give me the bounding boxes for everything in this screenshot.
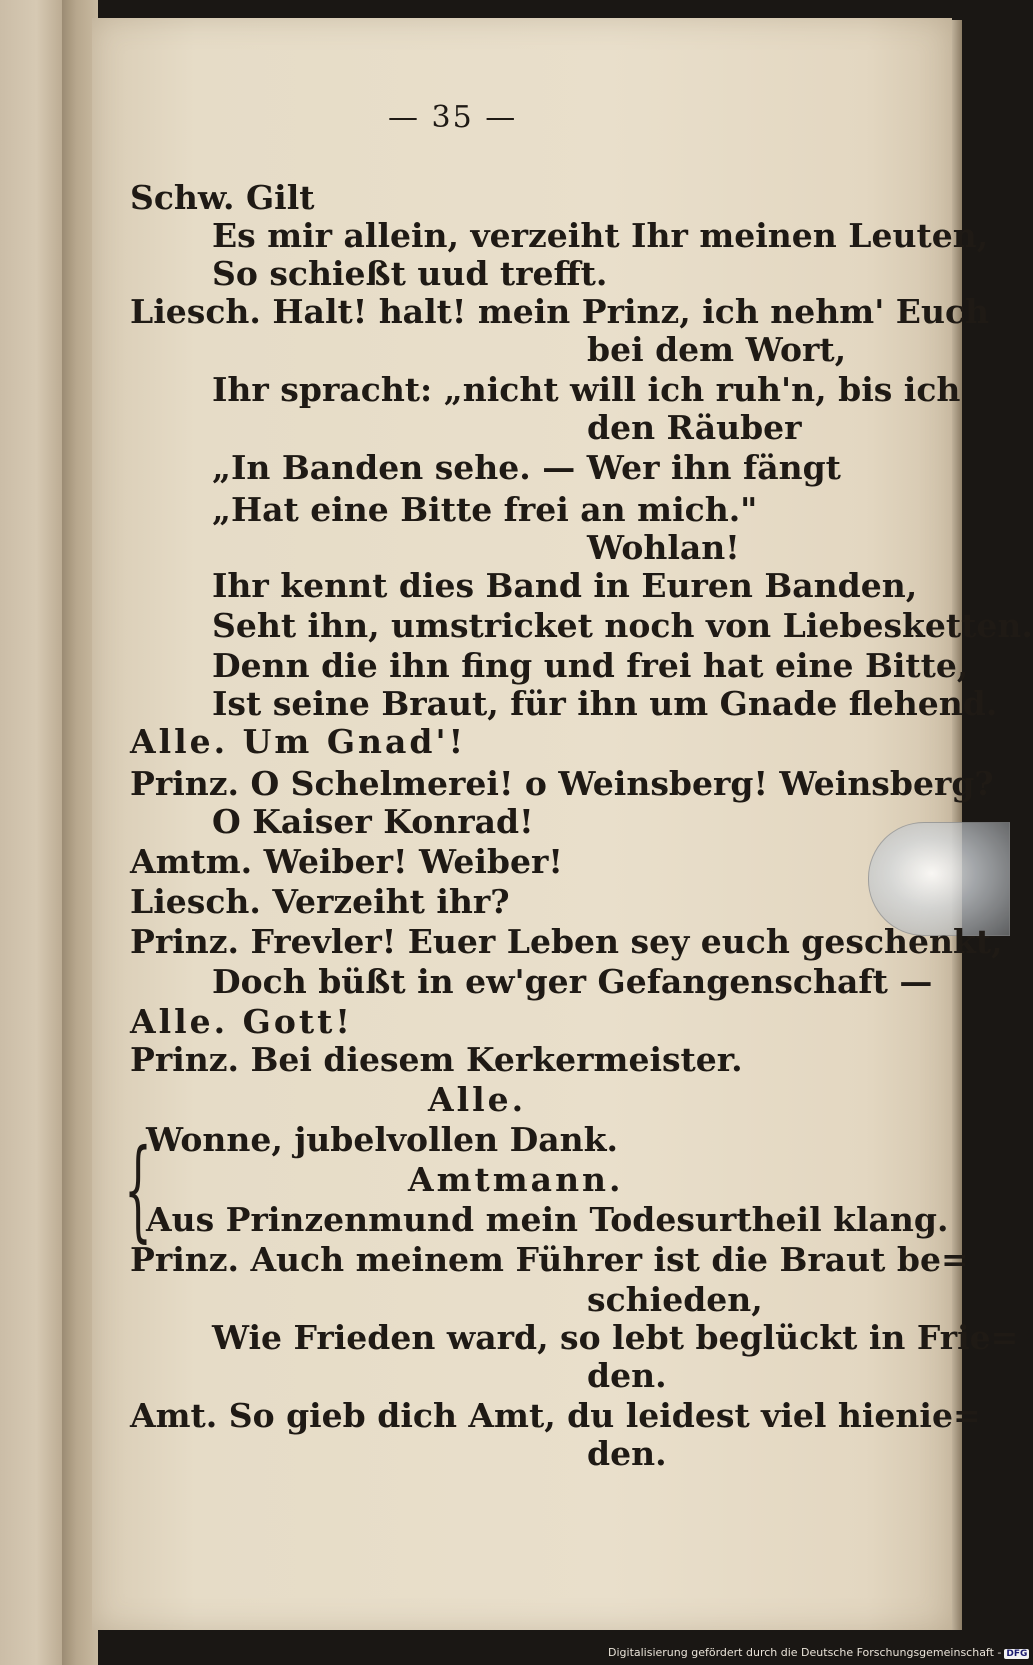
text-line: Alle. Gott!	[130, 1002, 353, 1041]
text-line: Seht ihn, umstricket noch von Liebesketten.	[212, 606, 1033, 645]
footer-text: Digitalisierung gefördert durch die Deutsche Forschungsgemeinschaft -	[608, 1646, 1002, 1659]
text-line: „Hat eine Bitte frei an mich."	[212, 490, 758, 529]
text-line: den.	[587, 1434, 667, 1473]
text-line: den.	[587, 1356, 667, 1395]
text-line: Wonne, jubelvollen Dank.	[146, 1120, 618, 1159]
text-line: Amt. So gieb dich Amt, du leidest viel hienie=	[130, 1396, 981, 1435]
text-line: bei dem Wort,	[587, 330, 847, 369]
text-line: O Kaiser Konrad!	[212, 802, 534, 841]
text-line: Es mir allein, verzeiht Ihr meinen Leuten,	[212, 216, 989, 255]
text-line: So schießt uud trefft.	[212, 254, 608, 293]
text-line: Ist seine Braut, für ihn um Gnade flehend.	[212, 684, 998, 723]
digitization-footer	[608, 1646, 1028, 1662]
text-line: Ihr spracht: „nicht will ich ruh'n, bis ich	[212, 370, 961, 409]
stage-heading: Alle.	[428, 1080, 527, 1119]
text-line: Wie Frieden ward, so lebt beglückt in Frie=	[212, 1318, 1019, 1357]
text-line: Ihr kennt dies Band in Euren Banden,	[212, 566, 918, 605]
text-line: Doch büßt in ew'ger Gefangenschaft —	[212, 962, 933, 1001]
text-line: schieden,	[587, 1280, 763, 1319]
text-line: Prinz. Frevler! Euer Leben sey euch geschenkt,	[130, 922, 1003, 961]
text-line: den Räuber	[587, 408, 802, 447]
stage-heading: Amtmann.	[408, 1160, 624, 1199]
dfg-logo-icon: DFG	[1006, 1649, 1028, 1659]
page-number: — 35 —	[388, 100, 518, 135]
text-line: Prinz. Bei diesem Kerkermeister.	[130, 1040, 743, 1079]
text-line: Wohlan!	[587, 528, 740, 567]
text-line: Alle. Um Gnad'!	[130, 722, 467, 761]
text-line: „In Banden sehe. — Wer ihn fängt	[212, 448, 841, 487]
text-line: Aus Prinzenmund mein Todesurtheil klang.	[146, 1200, 949, 1239]
text-line: Schw. Gilt	[130, 178, 315, 217]
text-line: Denn die ihn fing und frei hat eine Bitte,	[212, 646, 969, 685]
text-line: Prinz. Auch meinem Führer ist die Braut be=	[130, 1240, 969, 1279]
text-line: Prinz. O Schelmerei! o Weinsberg! Weinsberg?	[130, 764, 994, 803]
text-line: Liesch. Verzeiht ihr?	[130, 882, 510, 921]
text-line: Amtm. Weiber! Weiber!	[130, 842, 563, 881]
text-line: Liesch. Halt! halt! mein Prinz, ich nehm' Euch	[130, 292, 990, 331]
curly-brace-icon: {	[124, 1125, 152, 1253]
